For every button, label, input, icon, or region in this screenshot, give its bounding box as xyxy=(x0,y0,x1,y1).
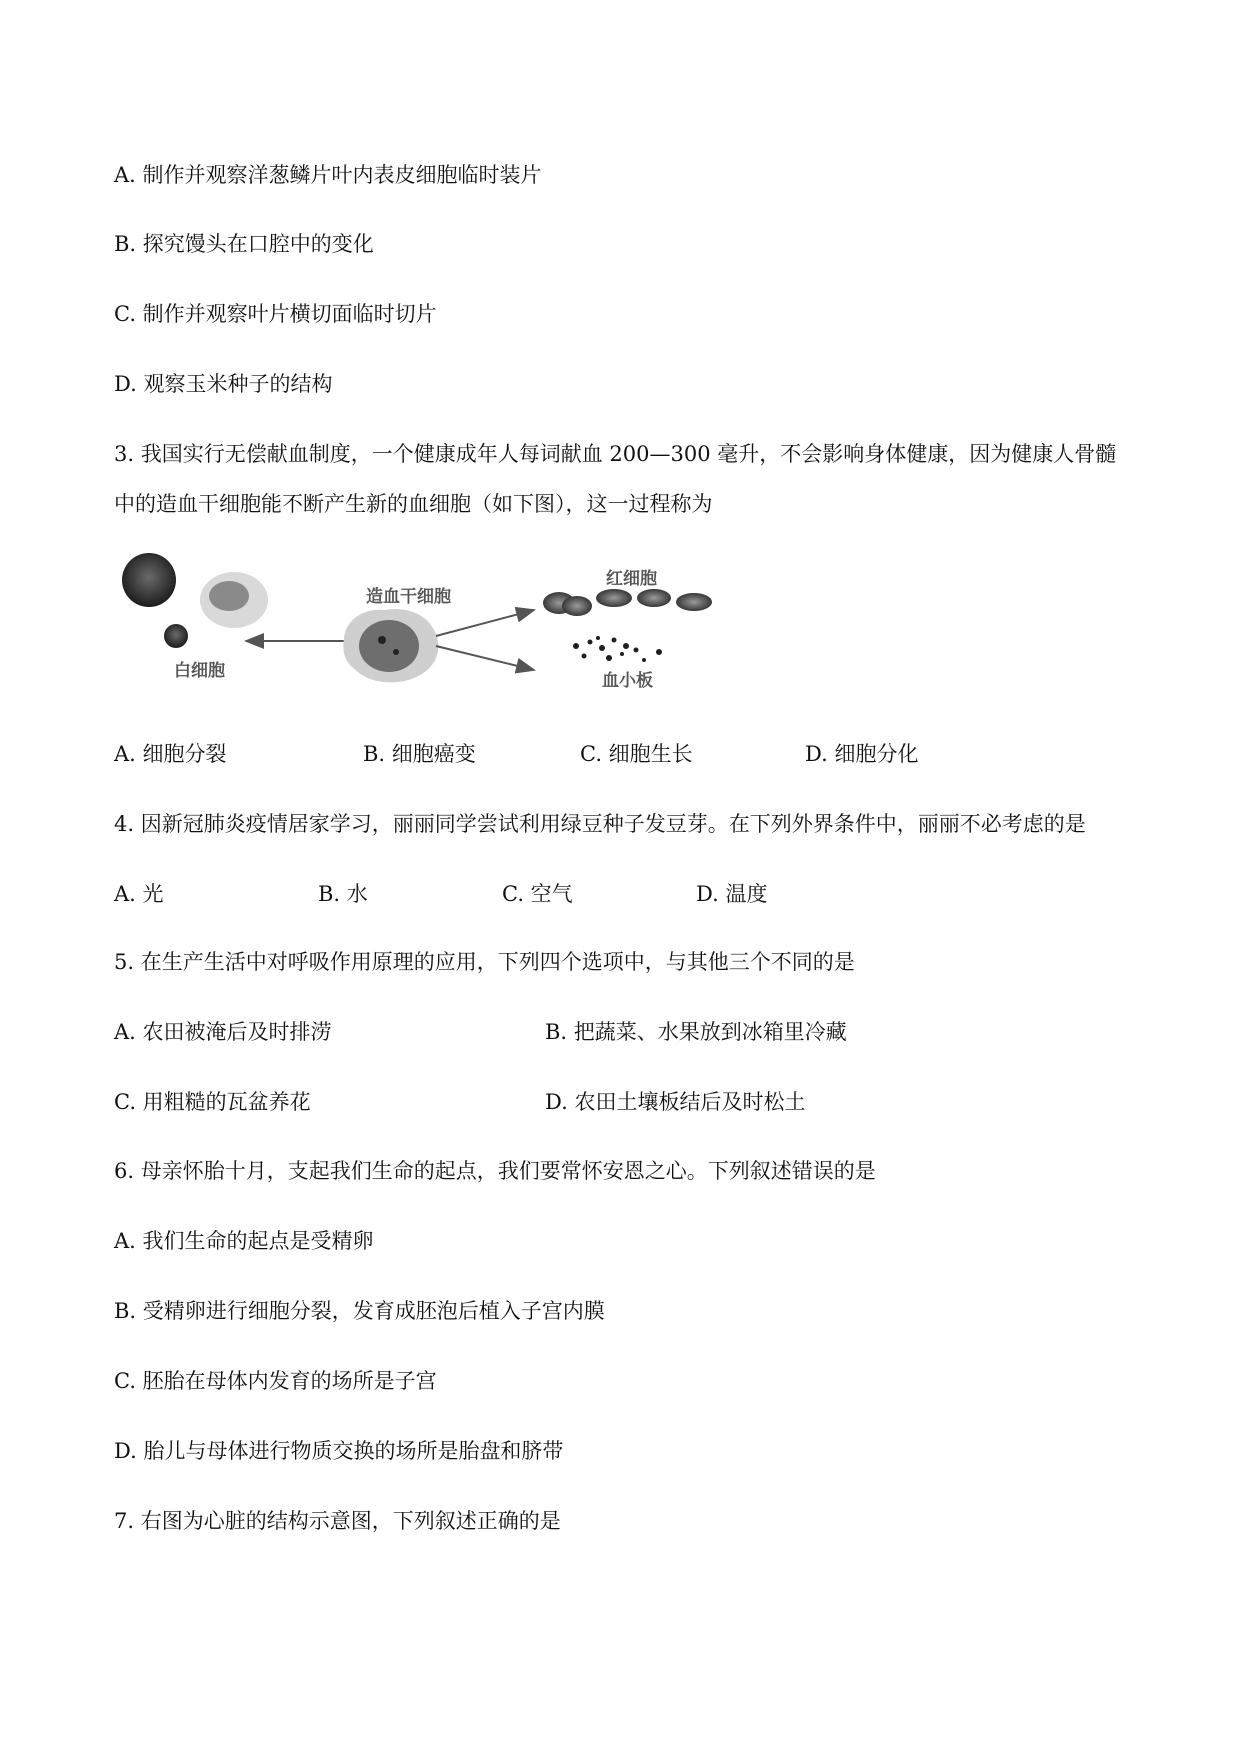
q5-option-a: A. 农田被淹后及时排涝 xyxy=(114,1020,332,1044)
q5-option-c: C. 用粗糙的瓦盆养花 xyxy=(114,1090,311,1114)
q3-stem-line1: 3. 我国实行无偿献血制度，一个健康成年人每词献血 200—300 毫升，不会影响身体健康，因为健康人骨髓 xyxy=(114,442,1117,466)
q2-option-d: D. 观察玉米种子的结构 xyxy=(114,372,333,396)
red-blood-cells xyxy=(543,589,712,616)
q5-stem: 5. 在生产生活中对呼吸作用原理的应用，下列四个选项中，与其他三个不同的是 xyxy=(114,950,855,974)
white-blood-cells xyxy=(122,553,268,648)
q4-stem: 4. 因新冠肺炎疫情居家学习，丽丽同学尝试利用绿豆种子发豆芽。在下列外界条件中，丽丽不必考虑的是 xyxy=(114,812,1086,836)
q6-option-b: B. 受精卵进行细胞分裂，发育成胚泡后植入子宫内膜 xyxy=(114,1299,605,1323)
q3-option-d: D. 细胞分化 xyxy=(805,742,919,766)
q3-option-c: C. 细胞生长 xyxy=(580,742,693,766)
white-cell-large xyxy=(122,553,176,607)
q3-stem-line2: 中的造血干细胞能不断产生新的血细胞（如下图），这一过程称为 xyxy=(114,492,713,516)
stem-cell xyxy=(343,609,438,682)
q3-option-b: B. 细胞癌变 xyxy=(363,742,476,766)
stem-cell-nucleus xyxy=(359,620,419,672)
q6-option-a: A. 我们生命的起点是受精卵 xyxy=(114,1229,374,1253)
arrow-to-red-cells xyxy=(436,610,534,636)
blood-cell-differentiation-figure xyxy=(114,548,790,708)
q4-option-a: A. 光 xyxy=(114,882,164,906)
q2-option-a: A. 制作并观察洋葱鳞片叶内表皮细胞临时装片 xyxy=(114,163,542,187)
q4-option-b: B. 水 xyxy=(318,882,368,906)
q5-option-d: D. 农田土壤板结后及时松土 xyxy=(545,1090,806,1114)
white-cell-label: 白细胞 xyxy=(174,661,225,681)
q4-option-c: C. 空气 xyxy=(502,882,573,906)
white-cell-nucleus xyxy=(209,581,249,611)
stem-cell-label: 造血干细胞 xyxy=(366,587,451,607)
platelets xyxy=(573,636,662,662)
q2-option-b: B. 探究馒头在口腔中的变化 xyxy=(114,232,374,256)
red-cell-label: 红细胞 xyxy=(606,569,657,589)
white-cell-small xyxy=(164,624,188,648)
q5-option-b: B. 把蔬菜、水果放到冰箱里冷藏 xyxy=(545,1020,847,1044)
blood-cell-diagram xyxy=(114,548,790,708)
platelet-label: 血小板 xyxy=(602,671,653,691)
q2-option-c: C. 制作并观察叶片横切面临时切片 xyxy=(114,302,437,326)
q6-stem: 6. 母亲怀胎十月，支起我们生命的起点，我们要常怀安恩之心。下列叙述错误的是 xyxy=(114,1159,876,1183)
q3-option-a: A. 细胞分裂 xyxy=(114,742,227,766)
q4-option-d: D. 温度 xyxy=(696,882,768,906)
q6-option-d: D. 胎儿与母体进行物质交换的场所是胎盘和脐带 xyxy=(114,1439,564,1463)
q7-stem: 7. 右图为心脏的结构示意图，下列叙述正确的是 xyxy=(114,1509,561,1533)
arrow-to-platelets xyxy=(436,646,534,670)
q6-option-c: C. 胚胎在母体内发育的场所是子宫 xyxy=(114,1369,437,1393)
